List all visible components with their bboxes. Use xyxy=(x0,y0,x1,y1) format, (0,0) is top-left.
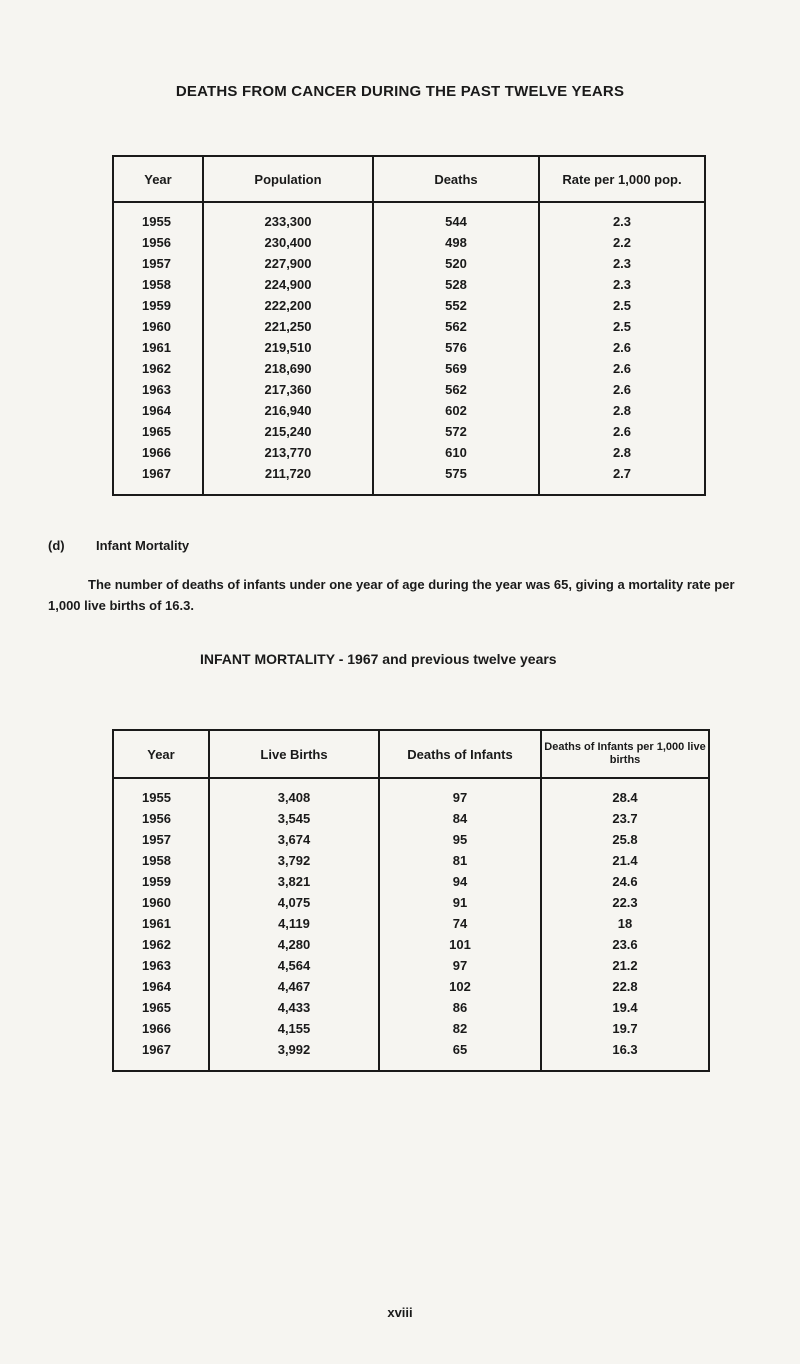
table-cell: 24.6 xyxy=(541,871,709,892)
table-row xyxy=(113,808,709,829)
table-cell: 569 xyxy=(373,358,539,379)
table-cell: 91 xyxy=(379,892,541,913)
table-cell: 498 xyxy=(373,232,539,253)
table-cell: 16.3 xyxy=(541,1039,709,1071)
table-cell: 221,250 xyxy=(203,316,373,337)
table-cell: 4,119 xyxy=(209,913,379,934)
table-cell: 227,900 xyxy=(203,253,373,274)
table-cell: 520 xyxy=(373,253,539,274)
table-cell: 2.7 xyxy=(539,463,705,495)
table-cell: 28.4 xyxy=(541,778,709,808)
table-row xyxy=(113,253,705,274)
table-cell: 528 xyxy=(373,274,539,295)
table-row xyxy=(113,337,705,358)
table-row xyxy=(113,955,709,976)
table-cell: 101 xyxy=(379,934,541,955)
table-cell: 1966 xyxy=(113,442,203,463)
table-cell: 552 xyxy=(373,295,539,316)
cancer-table-title: DEATHS FROM CANCER DURING THE PAST TWELVE YEARS xyxy=(175,83,625,100)
table-cell: 82 xyxy=(379,1018,541,1039)
table-row xyxy=(113,934,709,955)
table-cell: 19.7 xyxy=(541,1018,709,1039)
table-cell: 1958 xyxy=(113,274,203,295)
table-cell: 217,360 xyxy=(203,379,373,400)
table-cell: 4,433 xyxy=(209,997,379,1018)
table-cell: 22.8 xyxy=(541,976,709,997)
table-cell: 1959 xyxy=(113,295,203,316)
table-cell: 224,900 xyxy=(203,274,373,295)
table-cell: 1962 xyxy=(113,358,203,379)
table-cell: 2.8 xyxy=(539,442,705,463)
section-heading-text: Infant Mortality xyxy=(96,538,190,553)
table-row xyxy=(113,358,705,379)
table-cell: 3,792 xyxy=(209,850,379,871)
table-cell: 233,300 xyxy=(203,202,373,232)
table-row xyxy=(113,379,705,400)
table-row xyxy=(113,1018,709,1039)
table-cell: 1967 xyxy=(113,463,203,495)
column-header-deaths: Deaths xyxy=(373,156,539,202)
table-row xyxy=(113,850,709,871)
table-cell: 215,240 xyxy=(203,421,373,442)
table-cell: 102 xyxy=(379,976,541,997)
infant-table-title: INFANT MORTALITY - 1967 and previous twelve years xyxy=(200,651,557,667)
table-cell: 23.6 xyxy=(541,934,709,955)
column-header-live-births: Live Births xyxy=(209,730,379,778)
column-header-infant-deaths: Deaths of Infants xyxy=(379,730,541,778)
table-cell: 84 xyxy=(379,808,541,829)
table-row xyxy=(113,316,705,337)
table-cell: 95 xyxy=(379,829,541,850)
table-cell: 1963 xyxy=(113,379,203,400)
table-row xyxy=(113,274,705,295)
table-cell: 81 xyxy=(379,850,541,871)
table-cell: 4,564 xyxy=(209,955,379,976)
table-cell: 1961 xyxy=(113,913,209,934)
column-header-population: Population xyxy=(203,156,373,202)
table-cell: 572 xyxy=(373,421,539,442)
table-cell: 3,674 xyxy=(209,829,379,850)
table-cell: 25.8 xyxy=(541,829,709,850)
table-cell: 74 xyxy=(379,913,541,934)
section-label: (d) xyxy=(48,538,65,553)
table-cell: 230,400 xyxy=(203,232,373,253)
table-cell: 3,408 xyxy=(209,778,379,808)
table-cell: 1955 xyxy=(113,778,209,808)
table-cell: 3,821 xyxy=(209,871,379,892)
table-cell: 2.6 xyxy=(539,421,705,442)
table-cell: 4,155 xyxy=(209,1018,379,1039)
table-cell: 21.2 xyxy=(541,955,709,976)
table-cell: 21.4 xyxy=(541,850,709,871)
table-cell: 19.4 xyxy=(541,997,709,1018)
table-cell: 1964 xyxy=(113,976,209,997)
table-cell: 2.5 xyxy=(539,295,705,316)
table-row xyxy=(113,871,709,892)
column-header-rate: Rate per 1,000 pop. xyxy=(539,156,705,202)
table-cell: 562 xyxy=(373,379,539,400)
table-cell: 3,992 xyxy=(209,1039,379,1071)
table-cell: 1960 xyxy=(113,892,209,913)
infant-table-body xyxy=(113,778,709,1071)
table-cell: 1965 xyxy=(113,997,209,1018)
table-cell: 2.5 xyxy=(539,316,705,337)
table-row xyxy=(113,400,705,421)
table-cell: 1956 xyxy=(113,232,203,253)
table-cell: 22.3 xyxy=(541,892,709,913)
page-number: xviii xyxy=(387,1305,413,1320)
table-row xyxy=(113,997,709,1018)
table-cell: 2.6 xyxy=(539,379,705,400)
table-cell: 219,510 xyxy=(203,337,373,358)
table-cell: 2.3 xyxy=(539,253,705,274)
table-cell: 218,690 xyxy=(203,358,373,379)
table-cell: 1961 xyxy=(113,337,203,358)
table-cell: 1966 xyxy=(113,1018,209,1039)
table-cell: 544 xyxy=(373,202,539,232)
table-cell: 1964 xyxy=(113,400,203,421)
table-cell: 2.8 xyxy=(539,400,705,421)
table-cell: 1963 xyxy=(113,955,209,976)
table-row xyxy=(113,421,705,442)
table-cell: 4,280 xyxy=(209,934,379,955)
table-cell: 2.6 xyxy=(539,337,705,358)
table-cell: 97 xyxy=(379,778,541,808)
table-row xyxy=(113,295,705,316)
table-cell: 1958 xyxy=(113,850,209,871)
table-cell: 213,770 xyxy=(203,442,373,463)
infant-mortality-table xyxy=(112,729,710,1072)
table-cell: 576 xyxy=(373,337,539,358)
table-cell: 86 xyxy=(379,997,541,1018)
table-cell: 97 xyxy=(379,955,541,976)
table-cell: 1959 xyxy=(113,871,209,892)
table-cell: 575 xyxy=(373,463,539,495)
table-row xyxy=(113,892,709,913)
table-cell: 1960 xyxy=(113,316,203,337)
table-row xyxy=(113,976,709,997)
table-cell: 1956 xyxy=(113,808,209,829)
column-header-year: Year xyxy=(113,156,203,202)
table-row xyxy=(113,463,705,495)
table-cell: 1957 xyxy=(113,253,203,274)
table-cell: 1957 xyxy=(113,829,209,850)
table-cell: 94 xyxy=(379,871,541,892)
table-row xyxy=(113,202,705,232)
table-cell: 1967 xyxy=(113,1039,209,1071)
table-row xyxy=(113,913,709,934)
table-cell: 2.3 xyxy=(539,274,705,295)
infant-mortality-paragraph: The number of deaths of infants under one year of age during the year was 65, giving a mortality rate per 1,000 live births of 16.3. xyxy=(48,577,735,613)
table-cell: 4,075 xyxy=(209,892,379,913)
table-cell: 562 xyxy=(373,316,539,337)
table-cell: 1955 xyxy=(113,202,203,232)
table-cell: 222,200 xyxy=(203,295,373,316)
table-cell: 610 xyxy=(373,442,539,463)
table-cell: 2.2 xyxy=(539,232,705,253)
table-cell: 4,467 xyxy=(209,976,379,997)
table-cell: 3,545 xyxy=(209,808,379,829)
table-cell: 211,720 xyxy=(203,463,373,495)
column-header-year: Year xyxy=(113,730,209,778)
table-row xyxy=(113,232,705,253)
table-cell: 65 xyxy=(379,1039,541,1071)
table-cell: 18 xyxy=(541,913,709,934)
table-cell: 216,940 xyxy=(203,400,373,421)
table-row xyxy=(113,1039,709,1071)
table-cell: 1962 xyxy=(113,934,209,955)
table-cell: 23.7 xyxy=(541,808,709,829)
table-cell: 602 xyxy=(373,400,539,421)
infant-mortality-heading xyxy=(48,538,189,553)
table-cell: 2.6 xyxy=(539,358,705,379)
table-row xyxy=(113,442,705,463)
cancer-deaths-table xyxy=(112,155,706,496)
table-header-row xyxy=(113,156,705,202)
table-header-row xyxy=(113,730,709,778)
table-row xyxy=(113,829,709,850)
column-header-infant-rate: Deaths of Infants per 1,000 live births xyxy=(541,730,709,778)
cancer-table-body xyxy=(113,202,705,495)
table-cell: 1965 xyxy=(113,421,203,442)
table-row xyxy=(113,778,709,808)
table-cell: 2.3 xyxy=(539,202,705,232)
